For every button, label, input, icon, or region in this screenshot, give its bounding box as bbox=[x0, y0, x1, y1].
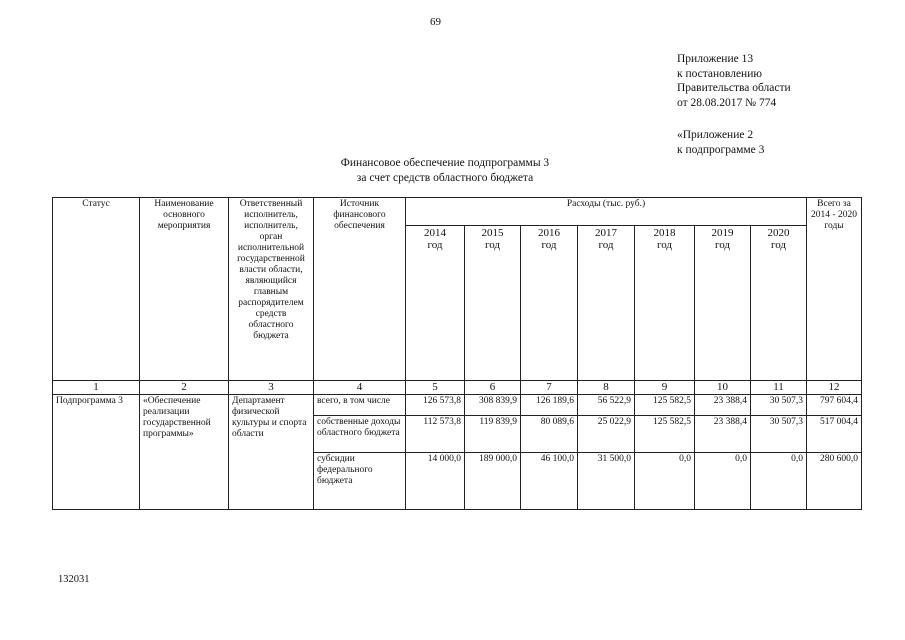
title-line-1: Финансовое обеспечение подпрограммы 3 bbox=[340, 157, 550, 169]
responsible-cell: Департамент физической культуры и спорта области bbox=[229, 395, 314, 510]
appendix-line: от 28.08.2017 № 774 bbox=[677, 96, 777, 109]
column-number: 10 bbox=[695, 381, 751, 395]
title-line-2: за счет средств областного бюджета bbox=[356, 171, 534, 184]
value-cell: 0,0 bbox=[695, 453, 751, 510]
sub-appendix-line: «Приложение 2 bbox=[677, 129, 754, 141]
header-year-2014: 2014 год bbox=[406, 226, 465, 381]
value-cell: 30 507,3 bbox=[751, 416, 807, 453]
value-cell: 14 000,0 bbox=[406, 453, 465, 510]
activity-name-cell: «Обеспечение реализации государственной программы» bbox=[140, 395, 229, 510]
column-number: 6 bbox=[465, 381, 521, 395]
header-funding-source: Источник финансового обеспечения bbox=[314, 198, 406, 381]
appendix-line: Правительства области bbox=[677, 82, 791, 94]
sub-appendix-line: к подпрограмме 3 bbox=[677, 143, 765, 156]
value-cell: 125 582,5 bbox=[635, 395, 695, 416]
header-expenses: Расходы (тыс. руб.) bbox=[406, 198, 807, 226]
value-cell: 0,0 bbox=[751, 453, 807, 510]
value-cell: 56 522,9 bbox=[578, 395, 635, 416]
header-status: Статус bbox=[53, 198, 140, 381]
value-cell: 112 573,8 bbox=[406, 416, 465, 453]
document-title bbox=[300, 156, 590, 185]
value-cell: 0,0 bbox=[635, 453, 695, 510]
total-cell: 797 604,4 bbox=[807, 395, 862, 416]
value-cell: 46 100,0 bbox=[521, 453, 578, 510]
header-total: Всего за 2014 - 2020 годы bbox=[807, 198, 862, 381]
value-cell: 80 089,6 bbox=[521, 416, 578, 453]
header-year-2016: 2016 год bbox=[521, 226, 578, 381]
column-number: 1 bbox=[53, 381, 140, 395]
header-year-2018: 2018 год bbox=[635, 226, 695, 381]
source-cell: всего, в том числе bbox=[314, 395, 406, 416]
header-year-2019: 2019 год bbox=[695, 226, 751, 381]
value-cell: 126 189,6 bbox=[521, 395, 578, 416]
column-number: 9 bbox=[635, 381, 695, 395]
value-cell: 308 839,9 bbox=[465, 395, 521, 416]
column-number-row bbox=[53, 381, 862, 395]
value-cell: 125 582,5 bbox=[635, 416, 695, 453]
value-cell: 23 388,4 bbox=[695, 395, 751, 416]
value-cell: 31 500,0 bbox=[578, 453, 635, 510]
source-cell: собственные доходы областного бюджета bbox=[314, 416, 406, 453]
source-cell: субсидии федерального бюджета bbox=[314, 453, 406, 510]
appendix-line: к постановлению bbox=[677, 67, 762, 80]
sub-appendix-header bbox=[677, 128, 764, 157]
value-cell: 126 573,8 bbox=[406, 395, 465, 416]
header-responsible: Ответственный исполнитель, исполнитель, орган исполнительной государственной власти области, являющийся главным распорядителем средств областного бюджета bbox=[229, 198, 314, 381]
page-number: 69 bbox=[430, 16, 441, 28]
value-cell: 30 507,3 bbox=[751, 395, 807, 416]
total-cell: 280 600,0 bbox=[807, 453, 862, 510]
total-cell: 517 004,4 bbox=[807, 416, 862, 453]
column-number: 12 bbox=[807, 381, 862, 395]
header-year-2020: 2020 год bbox=[751, 226, 807, 381]
value-cell: 23 388,4 bbox=[695, 416, 751, 453]
header-year-2015: 2015 год bbox=[465, 226, 521, 381]
value-cell: 25 022,9 bbox=[578, 416, 635, 453]
finance-table bbox=[52, 197, 862, 510]
column-number: 2 bbox=[140, 381, 229, 395]
column-number: 5 bbox=[406, 381, 465, 395]
column-number: 4 bbox=[314, 381, 406, 395]
column-number: 3 bbox=[229, 381, 314, 395]
table-row bbox=[53, 395, 862, 416]
column-number: 11 bbox=[751, 381, 807, 395]
status-cell: Подпрограмма 3 bbox=[53, 395, 140, 510]
column-number: 7 bbox=[521, 381, 578, 395]
column-number: 8 bbox=[578, 381, 635, 395]
value-cell: 119 839,9 bbox=[465, 416, 521, 453]
appendix-header bbox=[677, 52, 791, 110]
appendix-line: Приложение 13 bbox=[677, 53, 754, 65]
header-year-2017: 2017 год bbox=[578, 226, 635, 381]
footer-code: 132031 bbox=[58, 574, 90, 585]
header-activity-name: Наименование основного мероприятия bbox=[140, 198, 229, 381]
value-cell: 189 000,0 bbox=[465, 453, 521, 510]
